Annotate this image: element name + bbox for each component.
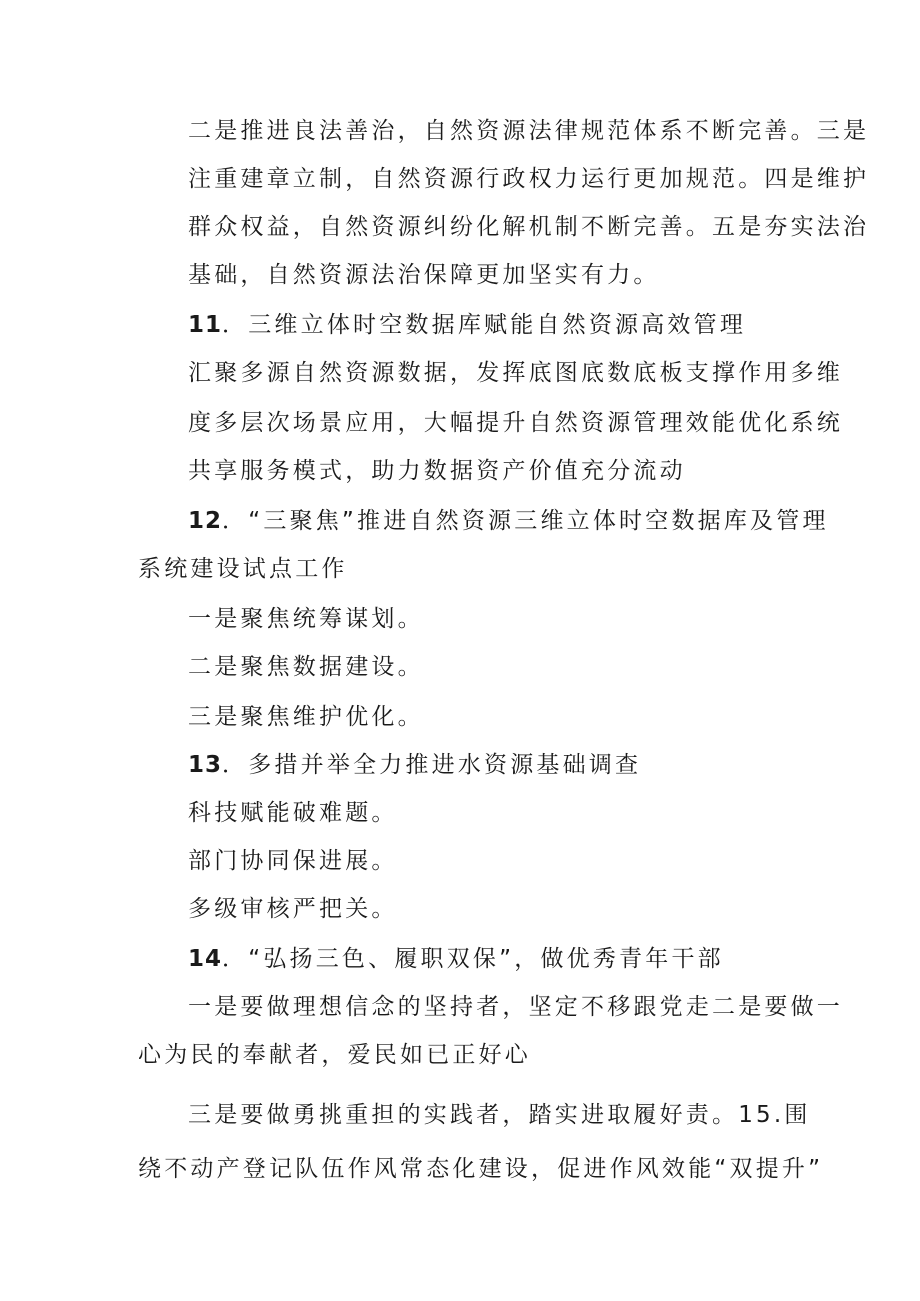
heading-text: ．三维立体时空数据库赋能自然资源高效管理 <box>222 312 747 338</box>
heading-text: ．“三聚焦”推进自然资源三维立体时空数据库及管理 <box>222 508 829 534</box>
paragraph-line: 心为民的奉献者，爱民如已正好心 <box>138 1042 531 1068</box>
heading-number: 12 <box>188 508 223 534</box>
paragraph-line: 三是要做勇挑重担的实践者，踏实进取履好责。15.围 <box>188 1102 811 1128</box>
section-heading-11 <box>188 310 746 340</box>
heading-number: 11 <box>188 312 223 338</box>
section-heading-14 <box>188 944 724 974</box>
paragraph-line: 度多层次场景应用，大幅提升自然资源管理效能优化系统 <box>188 410 843 436</box>
heading-number: 14 <box>188 946 223 972</box>
paragraph-line: 多级审核严把关。 <box>188 896 398 922</box>
heading-number: 13 <box>188 752 223 778</box>
paragraph-line: 三是聚焦维护优化。 <box>188 704 424 730</box>
paragraph-line: 基础，自然资源法治保障更加坚实有力。 <box>188 262 660 288</box>
paragraph-line: 注重建章立制，自然资源行政权力运行更加规范。四是维护 <box>188 166 870 192</box>
paragraph-line: 共享服务模式，助力数据资产价值充分流动 <box>188 458 686 484</box>
paragraph-line: 科技赋能破难题。 <box>188 800 398 826</box>
paragraph-line: 二是推进良法善治，自然资源法律规范体系不断完善。三是 <box>188 118 870 144</box>
heading-continuation: 系统建设试点工作 <box>138 556 348 582</box>
paragraph-line: 群众权益，自然资源纠纷化解机制不断完善。五是夯实法治 <box>188 214 870 240</box>
heading-text: ．“弘扬三色、履职双保”，做优秀青年干部 <box>222 946 724 972</box>
paragraph-line: 一是聚焦统筹谋划。 <box>188 606 424 632</box>
heading-text: ．多措并举全力推进水资源基础调查 <box>222 752 642 778</box>
paragraph-line: 一是要做理想信念的坚持者，坚定不移跟党走二是要做一 <box>188 994 843 1020</box>
paragraph-line: 汇聚多源自然资源数据，发挥底图底数底板支撑作用多维 <box>188 360 843 386</box>
paragraph-line: 绕不动产登记队伍作风常态化建设，促进作风效能“双提升” <box>138 1156 824 1182</box>
section-heading-12 <box>188 506 829 536</box>
paragraph-line: 二是聚焦数据建设。 <box>188 654 424 680</box>
paragraph-line: 部门协同保进展。 <box>188 848 398 874</box>
section-heading-13 <box>188 750 641 780</box>
